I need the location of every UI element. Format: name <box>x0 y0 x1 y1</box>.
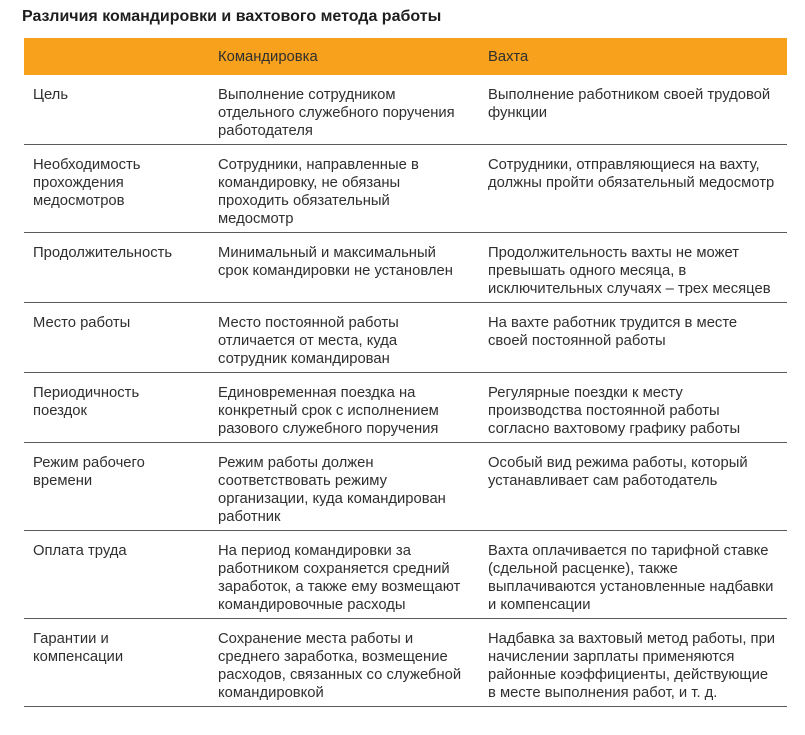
criterion-cell: Необходимость прохождения медосмотров <box>33 157 141 209</box>
comparison-table <box>24 38 787 707</box>
shift-cell: Особый вид режима работы, который устанавливает сам работодатель <box>488 455 748 489</box>
business-trip-cell: Место постоянной работы отличается от места, куда сотрудник командирован <box>218 315 399 367</box>
business-trip-cell: Сохранение места работы и среднего заработка, возмещение расходов, связанных со служебной командировкой <box>218 631 462 701</box>
criterion-cell: Гарантии и компенсации <box>33 631 124 665</box>
business-trip-cell: Минимальный и максимальный срок командировки не установлен <box>218 245 453 279</box>
table-header-row <box>24 38 787 75</box>
criterion-cell: Оплата труда <box>33 543 127 559</box>
table-row <box>24 373 787 443</box>
business-trip-cell: На период командировки за работником сохраняется средний заработок, а также ему возмещают командировочные расходы <box>218 543 461 613</box>
shift-cell: Регулярные поездки к месту производства постоянной работы согласно вахтовому графику работы <box>488 385 741 437</box>
business-trip-cell: Выполнение сотрудником отдельного служебного поручения работодателя <box>218 87 455 139</box>
table-row <box>24 531 787 619</box>
table-row <box>24 443 787 531</box>
shift-cell: Вахта оплачивается по тарифной ставке (сдельной расценке), также выплачиваются установленные надбавки и компенсации <box>488 543 774 613</box>
business-trip-cell: Сотрудники, направленные в командировку, не обязаны проходить обязательный медосмотр <box>218 157 419 227</box>
table-row <box>24 75 787 145</box>
shift-cell: Надбавка за вахтовый метод работы, при начислении зарплаты применяются районные коэффициенты, действующие в месте выполнения работ, и т. д. <box>488 631 776 701</box>
table-row <box>24 303 787 373</box>
business-trip-cell: Режим работы должен соответствовать режиму организации, куда командирован работник <box>218 455 446 525</box>
shift-cell: Сотрудники, отправляющиеся на вахту, должны пройти обязательный медосмотр <box>488 157 775 191</box>
criterion-cell: Режим рабочего времени <box>33 455 145 489</box>
table-row <box>24 145 787 233</box>
table-row <box>24 619 787 707</box>
shift-cell: Продолжительность вахты не может превышать одного месяца, в исключительных случаях – трех месяцев <box>488 245 771 297</box>
header-business-trip: Командировка <box>218 48 318 65</box>
shift-cell: Выполнение работником своей трудовой функции <box>488 87 771 121</box>
criterion-cell: Цель <box>33 87 69 103</box>
shift-cell: На вахте работник трудится в месте своей постоянной работы <box>488 315 738 349</box>
table-row <box>24 233 787 303</box>
page-title: Различия командировки и вахтового метода работы <box>22 8 442 25</box>
header-shift: Вахта <box>488 48 529 65</box>
criterion-cell: Продолжительность <box>33 245 173 261</box>
criterion-cell: Место работы <box>33 315 131 331</box>
criterion-cell: Периодичность поездок <box>33 385 140 419</box>
business-trip-cell: Единовременная поездка на конкретный срок с исполнением разового служебного поручения <box>218 385 439 437</box>
